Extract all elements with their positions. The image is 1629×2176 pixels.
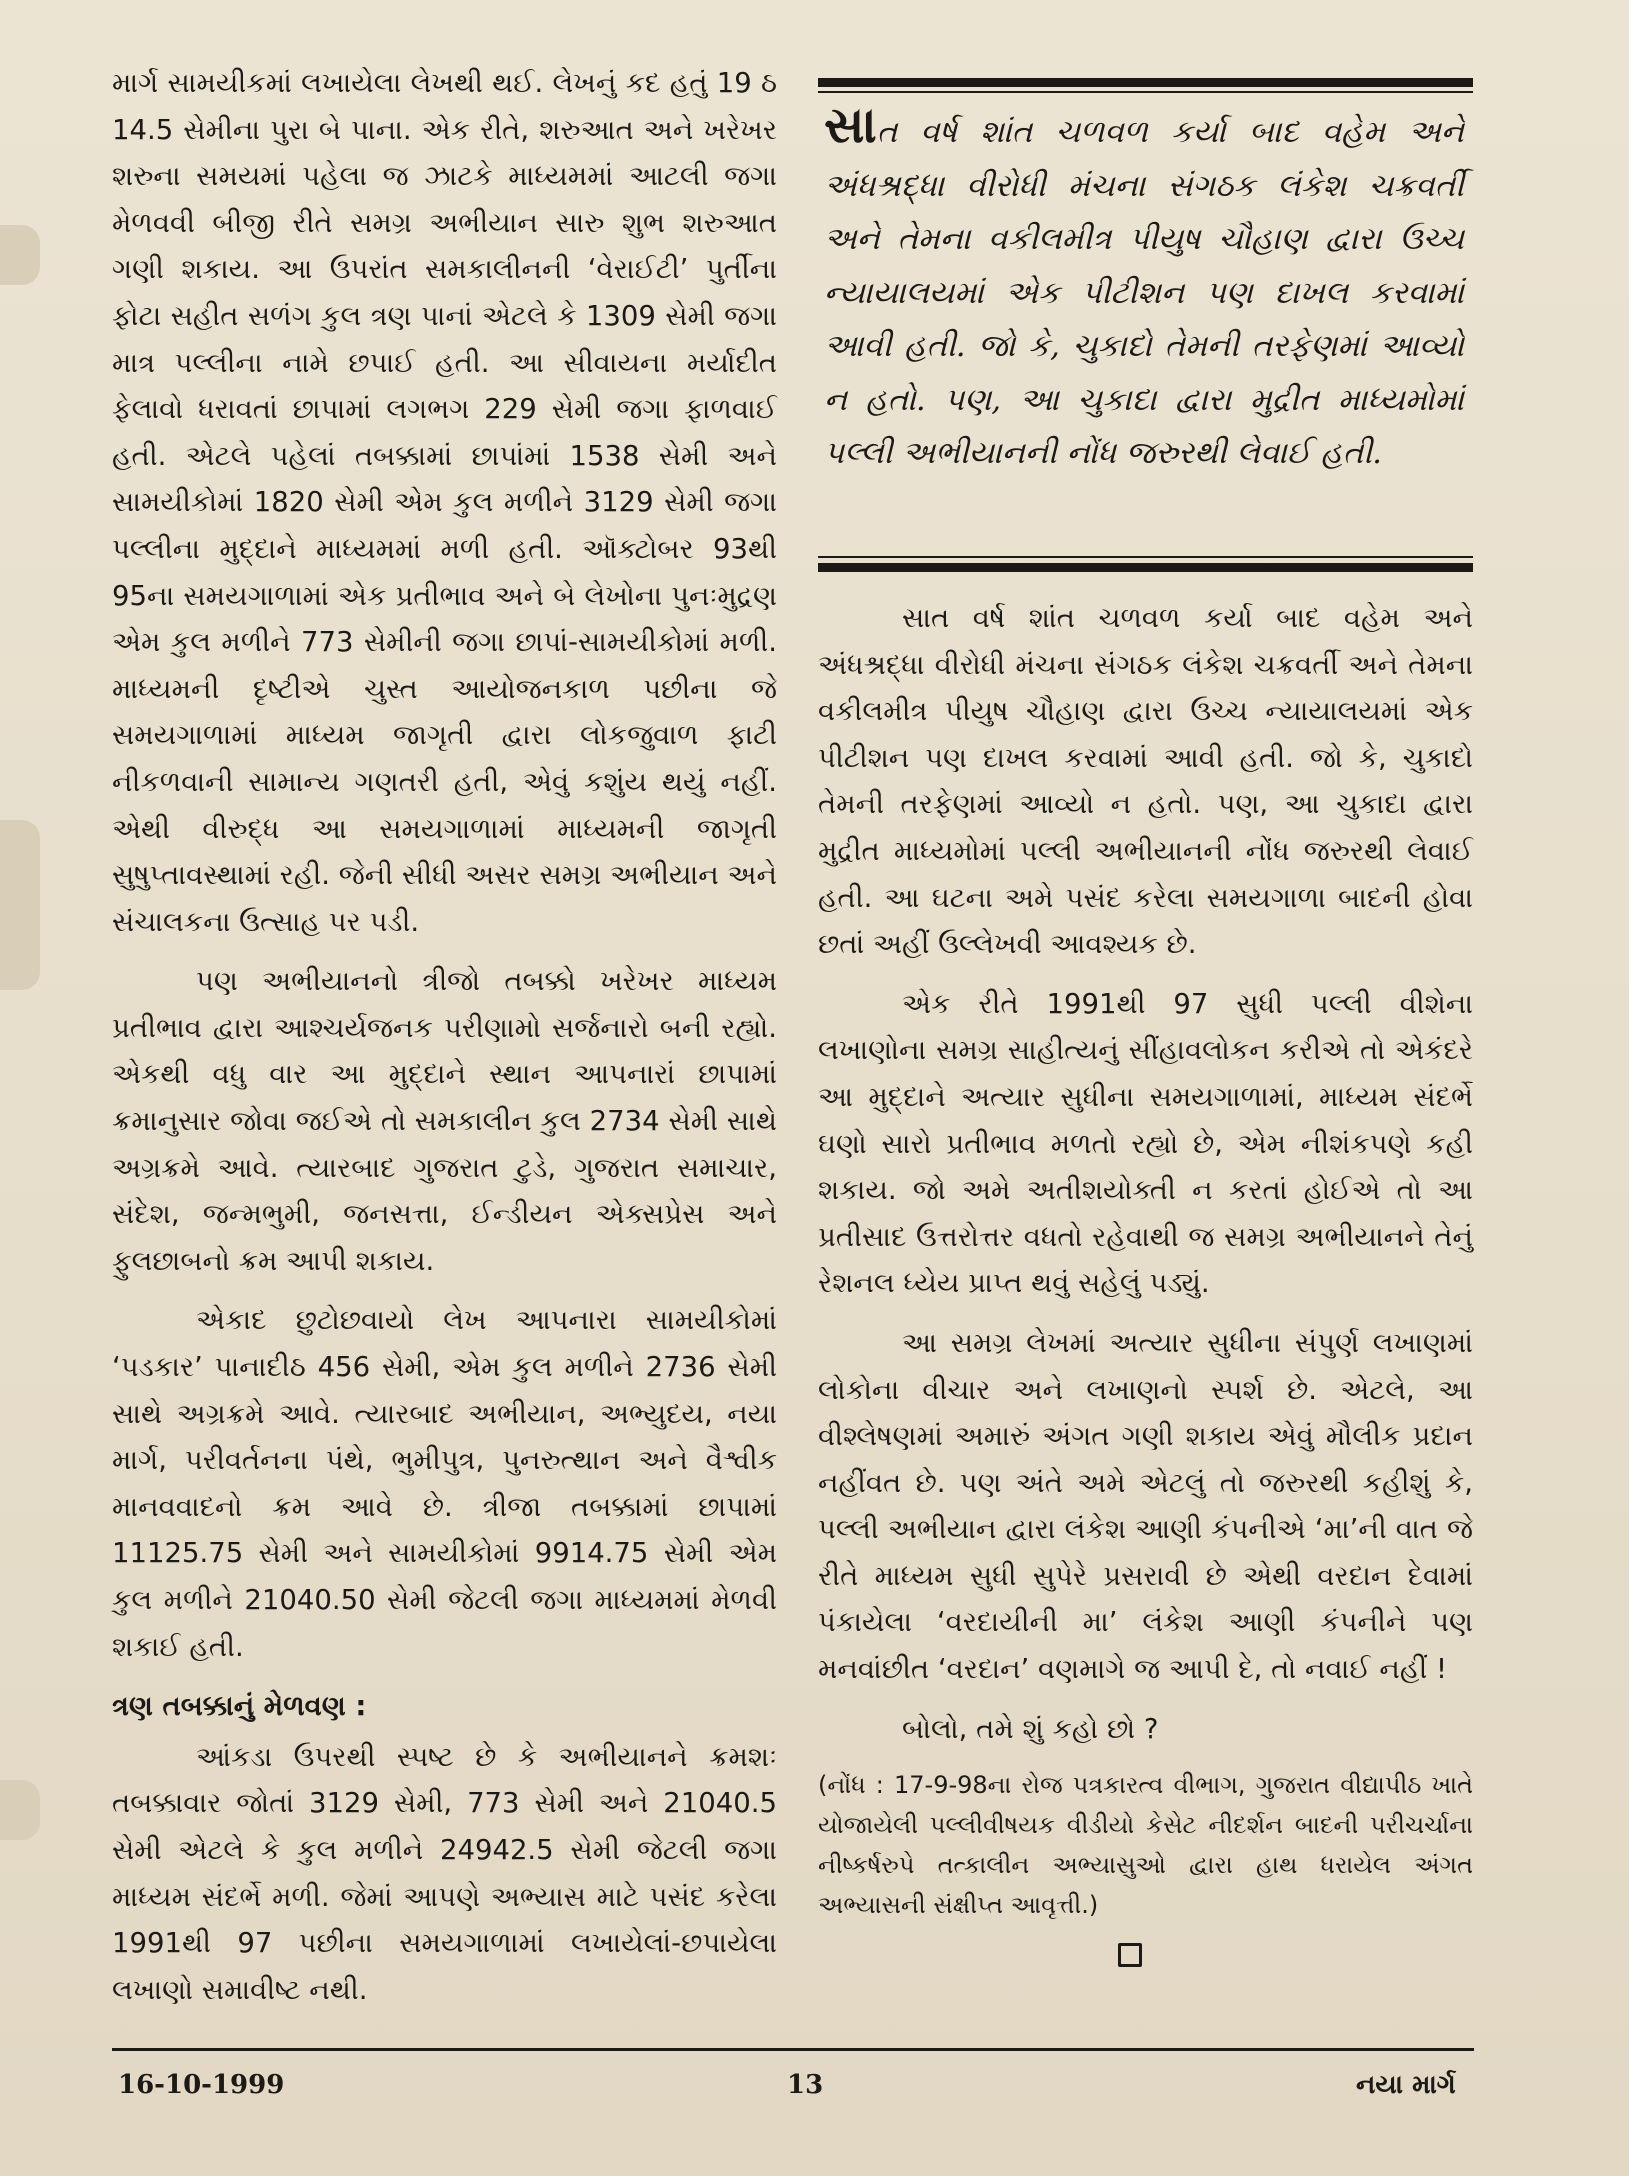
right-column <box>818 595 1473 1967</box>
callout-top-rule-thin <box>818 91 1473 93</box>
right-paragraph-2: એક રીતે 1991થી 97 સુધી પલ્લી વીશેના લખાણોના સમગ્ર સાહીત્યનું સીંહાવલોકન કરીએ તો એકંદરે આ મુદ્દાને અત્યાર સુધીના સમયગાળામાં, માધ્યમ સંદર્ભે ઘણો સારો પ્રતીભાવ મળતો રહ્યો છે, એમ નીશંકપણે કહી શકાય. જો અમે અતીશયોક્તી ન કરતાં હોઈએ તો આ પ્રતીસાદ ઉત્તરોત્તર વધતો રહેવાથી જ સમગ્ર અભીયાનને તેનું રેશનલ ધ્યેય પ્રાપ્ત થવું સહેલું પડ્યું. <box>818 987 1473 1300</box>
callout-top-rule <box>818 78 1473 87</box>
left-paragraph-3: એકાદ છુટોછવાયો લેખ આપનારા સામયીકોમાં ‘પડકાર’ પાનાદીઠ 456 સેમી, એમ કુલ મળીને 2736 સેમી સાથે અગ્રક્રમે આવે. ત્યારબાદ અભીયાન, અભ્યુદય, નયા માર્ગ, પરીવર્તનના પંથે, ભુમીપુત્ર, પુનરુત્થાન અને વૈશ્વીક માનવવાદનો ક્રમ આવે છે. ત્રીજા તબક્કામાં છાપામાં 11125.75 સેમી અને સામયીકોમાં 9914.75 સેમી એમ કુલ મળીને 21040.50 સેમી જેટલી જગા માધ્યમમાં મેળવી શકાઈ હતી. <box>112 1304 777 1663</box>
left-paragraph-2: પણ અભીયાનનો ત્રીજો તબક્કો ખરેખર માધ્યમ પ્રતીભાવ દ્વારા આશ્ચર્યજનક પરીણામો સર્જનારો બની રહ્યો. એકથી વધુ વાર આ મુદ્દાને સ્થાન આપનારાં છાપામાં ક્રમાનુસાર જોવા જઈએ તો સમકાલીન કુલ 2734 સેમી સાથે અગ્રક્રમે આવે. ત્યારબાદ ગુજરાત ટુડે, ગુજરાત સમાચાર, સંદેશ, જન્મભુમી, જનસત્તા, ઈન્ડીયન એક્સપ્રેસ અને ફુલછાબનો ક્રમ આપી શકાય. <box>112 965 777 1277</box>
callout-bottom-rule-thin <box>818 556 1473 558</box>
page-tear <box>0 820 40 990</box>
right-paragraph-3: આ સમગ્ર લેખમાં અત્યાર સુધીના સંપુર્ણ લખાણમાં લોકોના વીચાર અને લખાણનો સ્પર્શ છે. એટલે, આ વીશ્લેષણમાં અમારું અંગત ગણી શકાય એવું મૌલીક પ્રદાન નહીંવત છે. પણ અંતે અમે એટલું તો જરુરથી કહીશું કે, પલ્લી અભીયાન દ્વારા લંકેશ આણી કંપનીએ ‘મા’ની વાત જે રીતે માધ્યમ સુધી સુપેરે પ્રસરાવી છે એથી વરદાન દેવામાં પંકાયેલા ‘વરદાયીની મા’ લંકેશ આણી કંપનીને પણ મનવાંછીત ‘વરદાન’ વણમાગે જ આપી દે, તો નવાઈ નહીં ! <box>818 1326 1473 1686</box>
footnote: (નોંધ : 17-9-98ના રોજ પત્રકારત્વ વીભાગ, ગુજરાત વીદ્યાપીઠ ખાતે યોજાયેલી પલ્લીવીષયક વીડીયો કેસેટ નીદર્શન બાદની પરીચર્ચાના નીષ્કર્ષરુપે તત્કાલીન અભ્યાસુઓ દ્વારા હાથ ધરાયેલ અંગત અભ્યાસની સંક્ષીપ્ત આવૃત્તી.) <box>818 1771 1473 1920</box>
page-tear <box>0 1780 40 1840</box>
callout-bottom-rule <box>818 563 1473 572</box>
end-square-icon <box>1118 1943 1142 1967</box>
pull-quote <box>818 78 1473 578</box>
pull-quote-text <box>824 95 1464 481</box>
right-paragraph-4: બોલો, તમે શું કહો છો ? <box>902 1712 1159 1745</box>
left-paragraph-4: આંકડા ઉપરથી સ્પષ્ટ છે કે અભીયાનને ક્રમશઃ તબક્કાવાર જોતાં 3129 સેમી, 773 સેમી અને 21040.5 સેમી એટલે કે કુલ મળીને 24942.5 સેમી જેટલી જગા માધ્યમ સંદર્ભે મળી. જેમાં આપણે અભ્યાસ માટે પસંદ કરેલા 1991થી 97 પછીના સમયગાળામાં લખાયેલાં-છપાયેલા લખાણો સમાવીષ્ટ નથી. <box>112 1740 777 2006</box>
footer-rule <box>112 2048 1474 2051</box>
drop-cap: સા <box>824 95 877 154</box>
right-paragraph-1: સાત વર્ષ શાંત ચળવળ કર્યા બાદ વહેમ અને અંધશ્રદ્ધા વીરોધી મંચના સંગઠક લંકેશ ચક્રવર્તી અને તેમના વકીલમીત્ર પીયુષ ચૌહાણ દ્વારા ઉચ્ચ ન્યાયાલયમાં એક પીટીશન પણ દાખલ કરવામાં આવી હતી. જો કે, ચુકાદો તેમની તરફેણમાં આવ્યો ન હતો. પણ, આ ચુકાદા દ્વારા મુદ્રીત માધ્યમોમાં પલ્લી અભીયાનની નોંધ જરુરથી લેવાઈ હતી. આ ઘટના અમે પસંદ કરેલા સમયગાળા બાદની હોવા છતાં અહીં ઉલ્લેખવી આવશ્યક છે. <box>818 602 1473 961</box>
footer-date: 16-10-1999 <box>118 2070 285 2100</box>
magazine-name: નયા માર્ગ <box>1356 2070 1456 2100</box>
pull-quote-body: ત વર્ષ શાંત ચળવળ કર્યા બાદ વહેમ અને અંધશ્રદ્ધા વીરોધી મંચના સંગઠક લંકેશ ચક્રવર્તી અને તેમના વકીલમીત્ર પીયુષ ચૌહાણ દ્વારા ઉચ્ચ ન્યાયાલયમાં એક પીટીશન પણ દાખલ કરવામાં આવી હતી. જો કે, ચુકાદો તેમની તરફેણમાં આવ્યો ન હતો. પણ, આ ચુકાદા દ્વારા મુદ્રીત માધ્યમોમાં પલ્લી અભીયાનની નોંધ જરુરથી લેવાઈ હતી. <box>824 114 1464 471</box>
left-paragraph-1: માર્ગ સામયીકમાં લખાયેલા લેખથી થઈ. લેખનું કદ હતું 19 ઠ 14.5 સેમીના પુરા બે પાના. એક રીતે, શરુઆત અને ખરેખર શરુના સમયમાં પહેલા જ ઝાટકે માધ્યમમાં આટલી જગા મેળવવી બીજી રીતે સમગ્ર અભીયાન સારુ શુભ શરુઆત ગણી શકાય. આ ઉપરાંત સમકાલીનની ‘વેરાઈટી’ પુર્તીના ફોટા સહીત સળંગ કુલ ત્રણ પાનાં એટલે કે 1309 સેમી જગા માત્ર પલ્લીના નામે છપાઈ હતી. આ સીવાયના મર્યાદીત ફેલાવો ધરાવતાં છાપામાં લગભગ 229 સેમી જગા ફાળવાઈ હતી. એટલે પહેલાં તબક્કામાં છાપાંમાં 1538 સેમી અને સામયીકોમાં 1820 સેમી એમ કુલ મળીને 3129 સેમી જગા પલ્લીના મુદ્દાને માધ્યમમાં મળી હતી. ઑક્ટોબર 93થી 95ના સમયગાળામાં એક પ્રતીભાવ અને બે લેખોના પુનઃમુદ્રણ એમ કુલ મળીને 773 સેમીની જગા છાપાં-સામયીકોમાં મળી. માધ્યમની દૃષ્ટીએ ચુસ્ત આયોજનકાળ પછીના જે સમયગાળામાં માધ્યમ જાગૃતી દ્વારા લોકજુવાળ ફાટી નીકળવાની સામાન્ય ગણતરી હતી, એવું કશુંય થયું નહીં. એથી વીરુદ્ધ આ સમયગાળામાં માધ્યમની જાગૃતી સુષુપ્તાવસ્થામાં રહી. જેની સીધી અસર સમગ્ર અભીયાન અને સંચાલકના ઉત્સાહ પર પડી. <box>112 67 777 938</box>
section-subheading: ત્રણ તબક્કાનું મેળવણ : <box>112 1690 367 1723</box>
page-tear <box>0 225 40 285</box>
page-number: 13 <box>787 2070 824 2100</box>
left-column <box>112 60 777 2026</box>
